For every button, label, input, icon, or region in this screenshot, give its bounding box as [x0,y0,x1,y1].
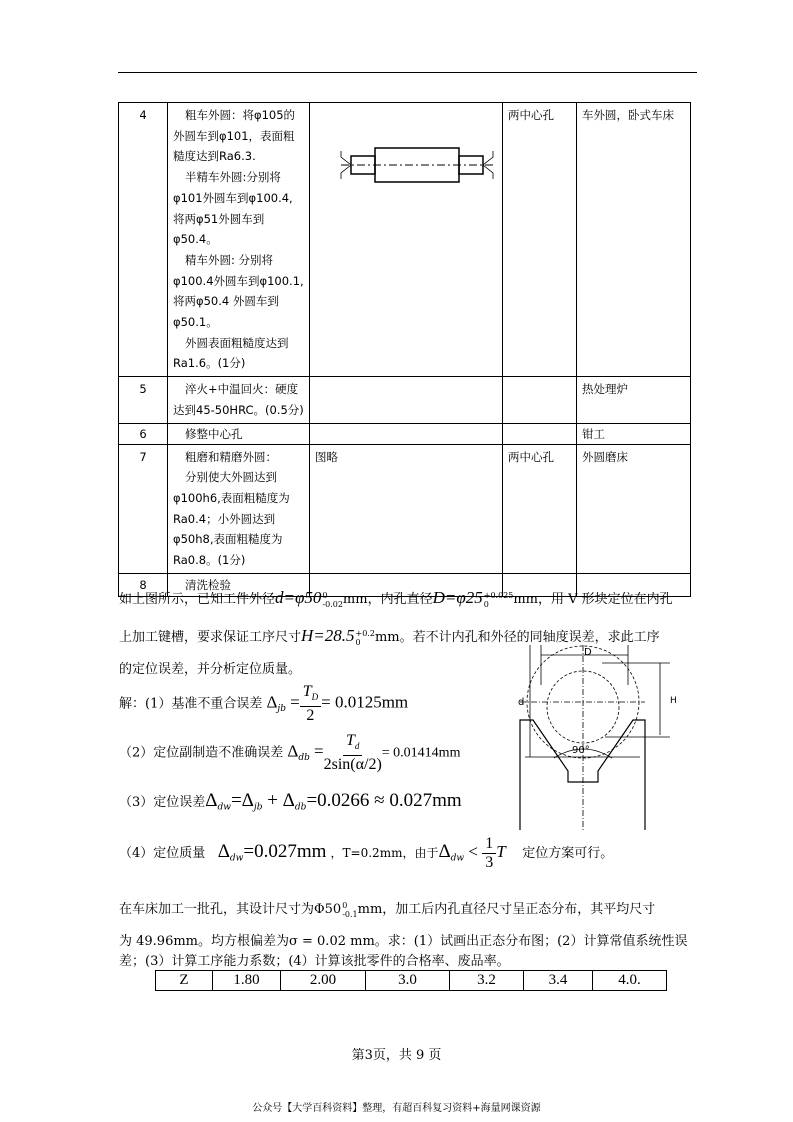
z-cell: 3.4 [524,971,593,991]
step-figure [310,377,503,423]
watermark-text: 公众号【大学百科资料】整理，有超百科复习资料+海量网课资源 [252,1103,541,1114]
table-row [119,377,691,423]
step-content [168,444,310,573]
step-text: 半精车外圆:分别将φ101外圆车到φ100.4,将两φ51外圆车到φ50.4。 [173,170,293,247]
label-angle: 90° [572,745,590,756]
z-cell: 3.2 [450,971,524,991]
step-figure: 图略 [310,444,503,573]
solution-step2: （2）定位副制造不准确误差 $\Delta_{db}$ = $\frac{T_d}{2\sin(\alpha/2)}$ = 0.01414mm [119,732,461,774]
step-figure [310,423,503,444]
step-text: 粗车外圆：将φ105的外圆车到φ101，表面粗糙度达到Ra6.3. [173,108,296,164]
problem2-line1: 在车床加工一批孔，其设计尺寸为Φ50 0 -0.1 mm，加工后内孔直径尺寸呈正态分布，其平均尺寸 [119,900,656,919]
table-row [119,444,691,573]
z-cell: 1.80 [213,971,281,991]
step-content [168,377,310,423]
solution-step3: （3）定位误差$\Delta_{dw}=\Delta_{jb} + \Delta_{db}=0.0266 \approx 0.027mm$ [119,790,462,813]
step-content [168,103,310,377]
step-content [168,423,310,444]
process-table [118,102,691,597]
label-D: D [584,647,592,658]
problem2-line3: 差；(3）计算工序能力系数；(4）计算该批零件的合格率、废品率。 [119,954,510,969]
step-text: 粗磨和精磨外圆： [185,449,277,464]
z-cell: 4.0. [593,971,667,991]
solution-step1: 解：(1）基准不重合误差 $\Delta_{jb}$ = $\frac{T_D}{2}$ = 0.0125mm [119,683,409,725]
page-number: 第3页，共 9 页 [351,1048,442,1063]
problem2-line2: 为 49.96mm。均方根偏差为σ = 0.02 mm。求：(1）试画出正态分布图；(2）计算常值系统性误 [119,934,688,949]
solution-step4: （4）定位质量 $\Delta_{dw}=0.027mm$ ，T=0.2mm，由于$\Delta_{dw}$ < $\frac{1}{3}$ T 定位方案可行。 [119,835,614,871]
problem1-line3: 的定位误差，并分析定位质量。 [119,662,302,677]
z-cell: 2.00 [281,971,366,991]
step-no: 6 [119,423,168,444]
header-rule [118,72,697,73]
step-no: 5 [119,377,168,423]
machine: 热处理炉 [577,377,691,423]
step-text: 分别使大外圆达到φ100h6,表面粗糙度为Ra0.4；小外圆达到φ50h8,表面粗糙度为Ra0.8。(1分) [173,470,290,568]
table-row [119,103,691,377]
datum: 两中心孔 [503,103,577,377]
machine: 车外圆，卧式车床 [577,103,691,377]
step-text: 外圆表面粗糙度达到Ra1.6。(1分) [173,335,289,371]
step-no: 7 [119,444,168,573]
step-no: 8 [119,573,168,596]
step-text: 修整中心孔 [185,426,243,441]
shaft-sketch [337,139,497,189]
datum [503,377,577,423]
step-text: 淬火+中温回火：硬度达到45-50HRC。(0.5分) [173,382,304,417]
step-figure [310,103,503,377]
step-text: 清洗检验 [185,577,231,592]
z-cell: Z [156,971,213,991]
step-text: 精车外圆: 分别将φ100.4外圆车到φ100.1,将两φ50.4 外圆车到φ50.1。 [173,252,304,330]
label-H: H [670,696,677,706]
v-block-figure [520,645,700,830]
table-row [119,423,691,444]
datum [503,423,577,444]
z-table [155,970,667,991]
problem1-line1: 如上图所示，已知工件外径d=φ50 0 -0.02 mm，内孔直径D=φ25 +0.025 0 mm，用 V 形块定位在内孔 [119,588,673,609]
step-no: 4 [119,103,168,377]
label-d: d [518,697,525,708]
z-cell: 3.0 [366,971,450,991]
machine: 外圆磨床 [577,444,691,573]
machine: 钳工 [577,423,691,444]
problem1-line2: 上加工键槽，要求保证工序尺寸H=28.5 +0.2 0 mm。若不计内孔和外径的同轴度误差，求此工序 [119,626,660,647]
datum: 两中心孔 [503,444,577,573]
